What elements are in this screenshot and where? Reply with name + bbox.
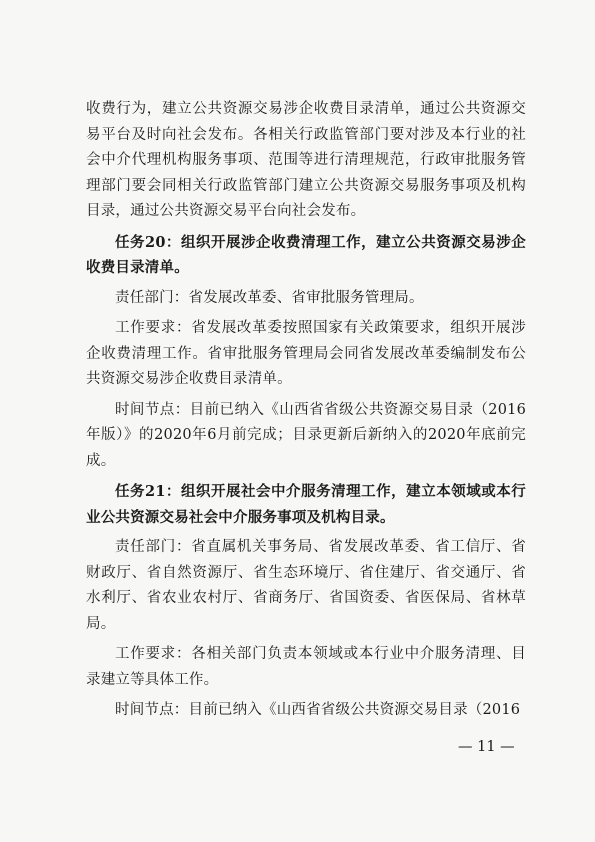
task-21-timeline: 时间节点：目前已纳入《山西省省级公共资源交易目录（2016 — [115, 702, 521, 718]
page-number: — 11 — — [458, 739, 515, 755]
task-20-heading: 任务20：组织开展涉企收费清理工作，建立公共资源交易涉企收费目录清单。 — [86, 233, 526, 276]
task-21-heading: 任务21：组织开展社会中介服务清理工作，建立本领域或本行业公共资源交易社会中介服务事项及机构目录。 — [86, 483, 526, 526]
body-text — [86, 97, 526, 724]
task-21-responsible-departments: 责任部门：省直属机关事务局、省发展改革委、省工信厅、省财政厅、省自然资源厅、省生态环境厅、省住建厅、省交通厅、省水利厅、省农业农村厅、省商务厅、省国资委、省医保局、省林草局。 — [86, 539, 526, 632]
task-20-work-requirements: 工作要求：省发展改革委按照国家有关政策要求，组织开展涉企收费清理工作。省审批服务管理局会同省发展改革委编制发布公共资源交易涉企收费目录清单。 — [86, 320, 526, 387]
task-20-responsible-departments: 责任部门：省发展改革委、省审批服务管理局。 — [115, 289, 424, 306]
paragraph-intro: 收费行为，建立公共资源交易涉企收费目录清单，通过公共资源交易平台及时向社会发布。各相关行政监管部门要对涉及本行业的社会中介代理机构服务事项、范围等进行清理规范，行政审批服务管理部门要会同相关行政监管部门建立公共资源交易服务事项及机构目录，通过公共资源交易平台向社会发布。 — [86, 101, 526, 219]
task-20-timeline: 时间节点：目前已纳入《山西省省级公共资源交易目录（2016年版）》的2020年6月前完成；目录更新后新纳入的2020年底前完成。 — [86, 401, 526, 469]
task-21-work-requirements: 工作要求：各相关部门负责本领域或本行业中介服务清理、目录建立等具体工作。 — [86, 646, 526, 688]
